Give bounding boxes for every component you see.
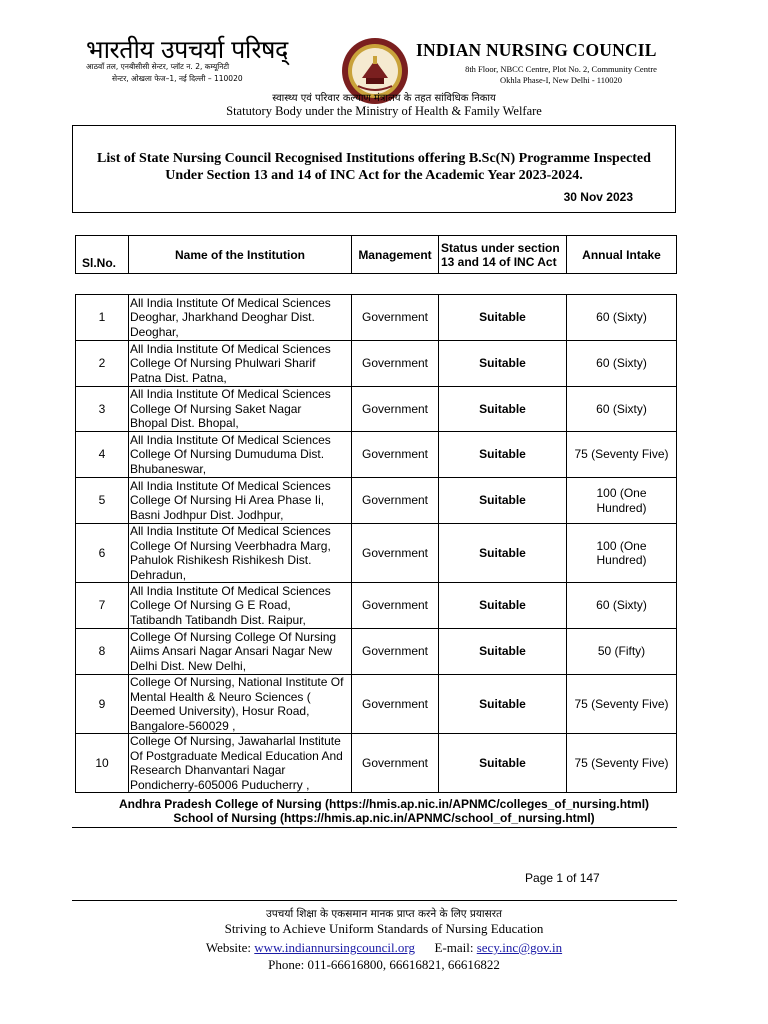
institution-name-line: College Of Nursing G E Road, [130,598,291,613]
table-row [76,478,677,524]
cell-intake [567,478,677,524]
page-number: Page 1 of 147 [525,871,600,885]
footer-link-colleges[interactable]: Andhra Pradesh College of Nursing (https://hmis.ap.nic.in/APNMC/colleges_of_nursing.html) [118,797,650,811]
document-title [73,150,675,184]
hindi-motto: उपचर्या शिक्षा के एकसमान मानक प्राप्त करने के लिए प्रयासरत [265,908,503,920]
table-header [75,235,677,274]
institution-name-line: Bhubaneswar, [130,461,207,476]
cell-status: Suitable [439,675,567,734]
cell-management: Government [352,524,439,583]
institution-name-line: All India Institute Of Medical Sciences [130,432,331,447]
institution-name-line: Mental Health & Neuro Sciences ( [130,689,311,704]
title-line-2: Under Section 13 and 14 of INC Act for the Academic Year 2023-2024. [165,168,583,183]
cell-management: Government [352,387,439,432]
cell-intake [567,734,677,793]
institution-name-line: All India Institute Of Medical Sciences [130,478,331,493]
email-link[interactable]: secy.inc@gov.in [476,940,563,955]
cell-intake [567,524,677,583]
cell-intake [567,341,677,387]
footer-links [0,797,768,825]
institution-name-line: Deoghar, [130,324,179,339]
table-row [76,734,677,793]
footer-link-schools[interactable]: School of Nursing (https://hmis.ap.nic.in/APNMC/school_of_nursing.html) [173,811,595,825]
cell-institution-name [129,629,352,675]
table-row [76,387,677,432]
cell-status: Suitable [439,583,567,629]
hindi-statutory-line: स्वास्थ्य एवं परिवार कल्याण मंत्रालय के तहत सांविधिक निकाय [272,93,496,104]
cell-status: Suitable [439,629,567,675]
institution-name-line: Research Dhanvantari Nagar [130,763,286,777]
cell-intake [567,432,677,478]
cell-intake [567,675,677,734]
institution-name-line: College Of Nursing Saket Nagar [130,401,302,416]
header-status [439,236,567,274]
institution-name-line: Bangalore-560029 , [130,718,236,733]
institution-name-line: All India Institute Of Medical Sciences [130,341,331,356]
institution-name-line: Patna Dist. Patna, [130,370,227,385]
cell-management: Government [352,295,439,341]
header-intake: Annual Intake [567,236,677,274]
cell-management: Government [352,432,439,478]
divider [72,827,677,828]
email-label: E-mail: [434,940,474,955]
header-slno: Sl.No. [76,236,129,274]
institution-name-line: Pahulok Rishikesh Rishikesh Dist. [130,553,312,567]
cell-management: Government [352,583,439,629]
cell-institution-name [129,524,352,583]
cell-status: Suitable [439,341,567,387]
table-row [76,432,677,478]
cell-intake [567,387,677,432]
institution-name-line: College Of Nursing Phulwari Sharif [130,356,316,371]
institution-name-line: Dehradun, [130,567,187,582]
cell-status: Suitable [439,524,567,583]
institution-name-line: College Of Nursing, Jawaharlal Institute [130,734,341,748]
cell-management: Government [352,629,439,675]
table-row [76,583,677,629]
cell-intake [567,295,677,341]
website-link[interactable]: www.indiannursingcouncil.org [254,940,415,955]
cell-institution-name [129,432,352,478]
cell-slno: 9 [76,675,129,734]
table-row [76,675,677,734]
cell-institution-name [129,387,352,432]
intake-line: Hundred) [596,553,647,567]
intake-line: 60 (Sixty) [596,310,647,325]
cell-slno: 5 [76,478,129,524]
header-management: Management [352,236,439,274]
cell-slno: 6 [76,524,129,583]
institution-name-line: Pondicherry-605006 Puducherry , [130,777,310,792]
hindi-council-name: भारतीय उपचर्या परिषद् [86,35,288,64]
cell-slno: 10 [76,734,129,793]
institution-name-line: Aiims Ansari Nagar Ansari Nagar New [130,644,333,659]
hindi-address-line-2: सेन्टर, ओखला फेज–1, नई दिल्ली – 110020 [112,74,243,83]
institutions-table-body [76,295,677,793]
english-address-line-1: 8th Floor, NBCC Centre, Plot No. 2, Community Centre [465,64,657,74]
cell-institution-name [129,734,352,793]
cell-slno: 8 [76,629,129,675]
cell-slno: 2 [76,341,129,387]
english-address-line-2: Okhla Phase-I, New Delhi - 110020 [500,75,622,85]
table-row [76,341,677,387]
intake-line: 50 (Fifty) [597,644,646,659]
intake-line: 60 (Sixty) [596,356,647,371]
document-title-box [72,125,676,213]
intake-line: 100 (One [596,486,647,500]
cell-management: Government [352,734,439,793]
cell-institution-name [129,295,352,341]
cell-institution-name [129,583,352,629]
intake-line: 100 (One [596,538,647,553]
intake-line: 75 (Seventy Five) [574,755,669,770]
contact-line [0,940,768,956]
title-line-1: List of State Nursing Council Recognised Institutions offering B.Sc(N) Programme Inspected [97,151,651,166]
institution-name-line: College Of Nursing Hi Area Phase Ii, [130,493,325,508]
header-name: Name of the Institution [129,236,352,274]
institution-name-line: All India Institute Of Medical Sciences [130,387,331,402]
institution-name-line: College Of Nursing Dumuduma Dist. [130,447,325,462]
intake-line: 60 (Sixty) [596,401,647,416]
cell-intake [567,629,677,675]
phone-line: Phone: 011-66616800, 66616821, 66616822 [268,957,500,972]
cell-institution-name [129,675,352,734]
footer-divider [72,900,677,901]
cell-institution-name [129,478,352,524]
cell-status: Suitable [439,478,567,524]
header-status-line-1: Status under section [441,240,560,255]
institution-name-line: Deoghar, Jharkhand Deoghar Dist. [130,310,315,325]
cell-management: Government [352,675,439,734]
institution-name-line: Delhi Dist. New Delhi, [130,658,247,673]
cell-slno: 7 [76,583,129,629]
english-statutory-line: Statutory Body under the Ministry of Health & Family Welfare [226,104,542,118]
institution-name-line: Deemed University), Hosur Road, [130,704,310,718]
cell-status: Suitable [439,432,567,478]
intake-line: Hundred) [596,500,647,515]
cell-slno: 1 [76,295,129,341]
cell-management: Government [352,341,439,387]
cell-slno: 3 [76,387,129,432]
table-row [76,295,677,341]
institution-name-line: Of Postgraduate Medical Education And [130,748,343,763]
english-council-name: INDIAN NURSING COUNCIL [416,40,657,60]
cell-status: Suitable [439,734,567,793]
table-row [76,524,677,583]
institution-name-line: Tatibandh Tatibandh Dist. Raipur, [130,612,306,627]
institution-name-line: All India Institute Of Medical Sciences [130,524,331,538]
institution-name-line: Bhopal Dist. Bhopal, [130,416,239,431]
institution-name-line: College Of Nursing College Of Nursing [130,629,337,644]
intake-line: 75 (Seventy Five) [574,447,669,462]
website-label: Website: [205,940,252,955]
cell-management: Government [352,478,439,524]
intake-line: 60 (Sixty) [596,598,647,613]
cell-institution-name [129,341,352,387]
institution-name-line: All India Institute Of Medical Sciences [130,583,331,598]
institution-name-line: College Of Nursing, National Institute Of [130,675,344,689]
cell-intake [567,583,677,629]
intake-line: 75 (Seventy Five) [574,696,669,711]
hindi-address-line-1: आठवाँ तल, एनबीसीसी सेन्टर, प्लॉट न. 2, कम्यूनिटी [86,62,230,71]
institution-name-line: College Of Nursing Veerbhadra Marg, [130,538,331,553]
institution-name-line: All India Institute Of Medical Sciences [130,295,331,310]
document-date: 30 Nov 2023 [563,190,633,204]
institutions-table [75,294,677,793]
cell-status: Suitable [439,295,567,341]
cell-slno: 4 [76,432,129,478]
institution-name-line: Basni Jodhpur Dist. Jodhpur, [130,507,284,522]
motto: Striving to Achieve Uniform Standards of Nursing Education [224,921,544,936]
header-status-line-2: 13 and 14 of INC Act [441,254,557,269]
table-row [76,629,677,675]
cell-status: Suitable [439,387,567,432]
